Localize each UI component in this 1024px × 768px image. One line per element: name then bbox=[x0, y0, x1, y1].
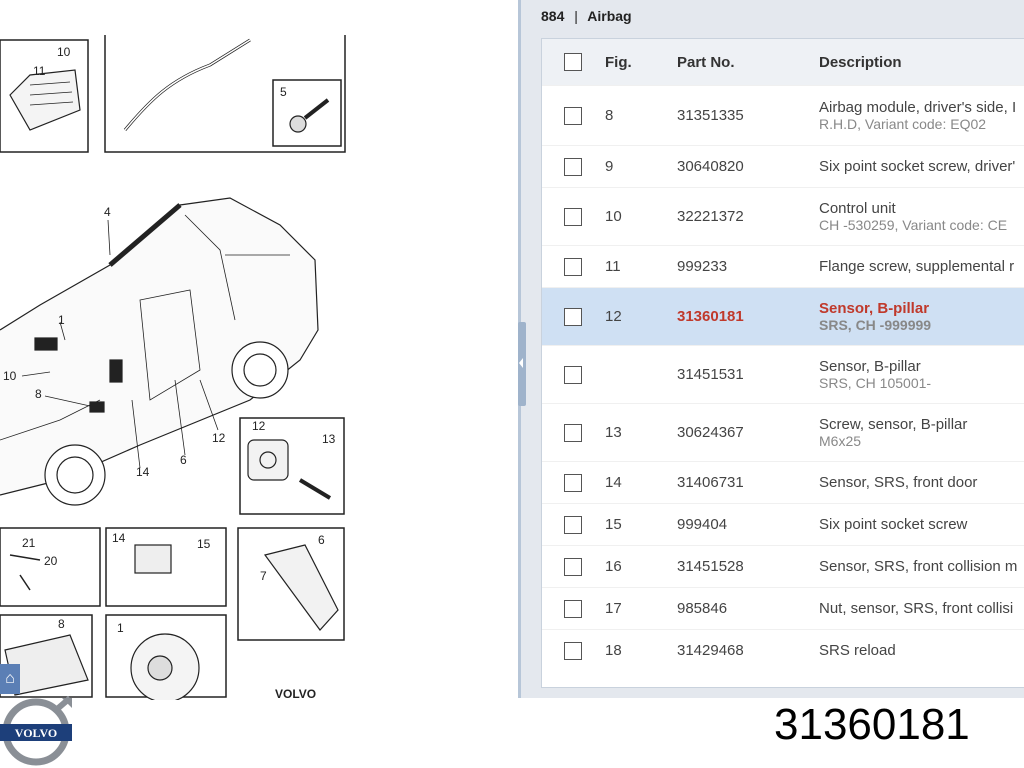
row-checkbox[interactable] bbox=[564, 558, 582, 576]
part-number-cell[interactable]: 985846 bbox=[676, 588, 818, 630]
row-checkbox-cell bbox=[542, 246, 604, 288]
description-cell bbox=[818, 346, 1024, 404]
description-text: Sensor, SRS, front door bbox=[819, 474, 978, 491]
table-row[interactable] bbox=[542, 404, 1024, 462]
callout-label: 11 bbox=[33, 64, 46, 78]
row-checkbox[interactable] bbox=[564, 600, 582, 618]
part-number-cell[interactable]: 999233 bbox=[676, 246, 818, 288]
fig-cell: 12 bbox=[604, 288, 676, 346]
column-header-fig[interactable]: Fig. bbox=[604, 39, 676, 86]
parts-panel bbox=[518, 0, 1024, 698]
description-subtext: CH -530259, Variant code: CE bbox=[819, 217, 1008, 233]
row-checkbox[interactable] bbox=[564, 107, 582, 125]
description-cell bbox=[818, 246, 1024, 288]
callout-label: 15 bbox=[197, 537, 211, 551]
callout-label: 5 bbox=[280, 85, 287, 99]
callout-label: 12 bbox=[212, 431, 226, 445]
callout-label: 8 bbox=[58, 617, 65, 631]
row-checkbox[interactable] bbox=[564, 258, 582, 276]
select-all-checkbox[interactable] bbox=[564, 53, 582, 71]
table-row[interactable] bbox=[542, 246, 1024, 288]
row-checkbox-cell bbox=[542, 346, 604, 404]
description-text: Sensor, B-pillar bbox=[819, 300, 930, 317]
fig-cell: 15 bbox=[604, 504, 676, 546]
description-subtext: R.H.D, Variant code: EQ02 bbox=[819, 116, 987, 132]
callout-label: 1 bbox=[58, 313, 65, 327]
fig-cell: 17 bbox=[604, 588, 676, 630]
table-row[interactable] bbox=[542, 346, 1024, 404]
parts-diagram bbox=[0, 0, 520, 700]
row-checkbox[interactable] bbox=[564, 366, 582, 384]
description-cell bbox=[818, 630, 1024, 672]
row-checkbox[interactable] bbox=[564, 424, 582, 442]
callout-label: 7 bbox=[260, 569, 267, 583]
callout-label: 6 bbox=[318, 533, 325, 547]
callout-label: 8 bbox=[35, 387, 42, 401]
part-number-cell[interactable]: 30624367 bbox=[676, 404, 818, 462]
row-checkbox-cell bbox=[542, 546, 604, 588]
table-row[interactable] bbox=[542, 630, 1024, 672]
fig-cell: 9 bbox=[604, 146, 676, 188]
callout-label: 4 bbox=[104, 205, 111, 219]
part-number-cell[interactable]: 30640820 bbox=[676, 146, 818, 188]
description-subtext: M6x25 bbox=[819, 433, 862, 449]
description-subtext: SRS, CH -999999 bbox=[819, 317, 932, 333]
column-header-part-no[interactable]: Part No. bbox=[676, 39, 818, 86]
row-checkbox-cell bbox=[542, 462, 604, 504]
group-code: 884 bbox=[541, 8, 565, 24]
table-row[interactable] bbox=[542, 188, 1024, 246]
fig-cell: 11 bbox=[604, 246, 676, 288]
description-text: Six point socket screw bbox=[819, 516, 968, 533]
row-checkbox-cell bbox=[542, 288, 604, 346]
part-number-cell[interactable]: 31406731 bbox=[676, 462, 818, 504]
table-row[interactable] bbox=[542, 504, 1024, 546]
home-icon[interactable]: ⌂ bbox=[0, 664, 20, 694]
exploded-view-illustration bbox=[0, 0, 520, 700]
fig-cell: 10 bbox=[604, 188, 676, 246]
part-number-cell[interactable]: 31351335 bbox=[676, 86, 818, 146]
group-header bbox=[541, 8, 632, 24]
row-checkbox[interactable] bbox=[564, 642, 582, 660]
description-cell bbox=[818, 588, 1024, 630]
description-text: Flange screw, supplemental r bbox=[819, 258, 1015, 275]
callout-label: 13 bbox=[322, 432, 336, 446]
featured-part-number: 31360181 bbox=[774, 700, 970, 749]
callout-label: 10 bbox=[57, 45, 71, 59]
table-row[interactable] bbox=[542, 462, 1024, 504]
row-checkbox-cell bbox=[542, 188, 604, 246]
row-checkbox-cell bbox=[542, 404, 604, 462]
description-cell bbox=[818, 546, 1024, 588]
parts-table bbox=[542, 39, 1024, 672]
row-checkbox[interactable] bbox=[564, 516, 582, 534]
description-cell bbox=[818, 188, 1024, 246]
parts-table-container[interactable] bbox=[541, 38, 1024, 688]
row-checkbox-cell bbox=[542, 86, 604, 146]
fig-cell: 13 bbox=[604, 404, 676, 462]
description-text: Nut, sensor, SRS, front collisi bbox=[819, 600, 1014, 617]
description-cell bbox=[818, 288, 1024, 346]
part-number-cell[interactable]: 31451531 bbox=[676, 346, 818, 404]
description-text: SRS reload bbox=[819, 642, 896, 660]
row-checkbox[interactable] bbox=[564, 308, 582, 326]
part-number-cell[interactable]: 31451528 bbox=[676, 546, 818, 588]
description-cell bbox=[818, 504, 1024, 546]
description-text: Sensor, B-pillar bbox=[819, 358, 921, 375]
fig-cell bbox=[604, 346, 676, 404]
fig-cell: 8 bbox=[604, 86, 676, 146]
table-row[interactable] bbox=[542, 288, 1024, 346]
callout-label: 12 bbox=[252, 419, 266, 433]
collapse-arrow-icon[interactable] bbox=[518, 322, 526, 406]
description-cell bbox=[818, 86, 1024, 146]
part-number-cell[interactable]: 31429468 bbox=[676, 630, 818, 672]
callout-label: 6 bbox=[180, 453, 187, 467]
select-all-cell bbox=[542, 39, 604, 86]
callout-label: 14 bbox=[136, 465, 150, 479]
description-text: Six point socket screw, driver' bbox=[819, 158, 1016, 175]
description-text: Screw, sensor, B-pillar bbox=[819, 416, 968, 433]
logo-text: VOLVO bbox=[14, 726, 58, 740]
callout-label: 14 bbox=[112, 531, 126, 545]
volvo-logo bbox=[0, 696, 80, 768]
row-checkbox-cell bbox=[542, 504, 604, 546]
description-subtext: SRS, CH 105001- bbox=[819, 375, 932, 391]
row-checkbox-cell bbox=[542, 630, 604, 672]
table-row[interactable] bbox=[542, 146, 1024, 188]
row-checkbox[interactable] bbox=[564, 474, 582, 492]
row-checkbox-cell bbox=[542, 146, 604, 188]
description-cell bbox=[818, 404, 1024, 462]
table-row[interactable] bbox=[542, 86, 1024, 146]
part-number-cell[interactable]: 999404 bbox=[676, 504, 818, 546]
fig-cell: 16 bbox=[604, 546, 676, 588]
callout-label: 20 bbox=[44, 554, 58, 568]
callout-label: 10 bbox=[3, 369, 17, 383]
diagram-brand: VOLVO bbox=[275, 687, 317, 700]
row-checkbox[interactable] bbox=[564, 158, 582, 176]
header-separator: | bbox=[574, 8, 578, 24]
table-header-row bbox=[542, 39, 1024, 86]
table-row[interactable] bbox=[542, 546, 1024, 588]
callout-label: 21 bbox=[22, 536, 36, 550]
description-text: Control unit bbox=[819, 200, 896, 217]
part-number-cell[interactable]: 31360181 bbox=[676, 288, 818, 346]
fig-cell: 18 bbox=[604, 630, 676, 672]
fig-cell: 14 bbox=[604, 462, 676, 504]
row-checkbox[interactable] bbox=[564, 208, 582, 226]
part-number-cell[interactable]: 32221372 bbox=[676, 188, 818, 246]
callout-label: 1 bbox=[117, 621, 124, 635]
row-checkbox-cell bbox=[542, 588, 604, 630]
description-text: Sensor, SRS, front collision m bbox=[819, 558, 1018, 575]
description-cell bbox=[818, 146, 1024, 188]
description-cell bbox=[818, 462, 1024, 504]
table-row[interactable] bbox=[542, 588, 1024, 630]
group-name: Airbag bbox=[587, 8, 632, 24]
column-header-description[interactable]: Description bbox=[818, 39, 1024, 86]
description-text: Airbag module, driver's side, I bbox=[819, 99, 1017, 116]
